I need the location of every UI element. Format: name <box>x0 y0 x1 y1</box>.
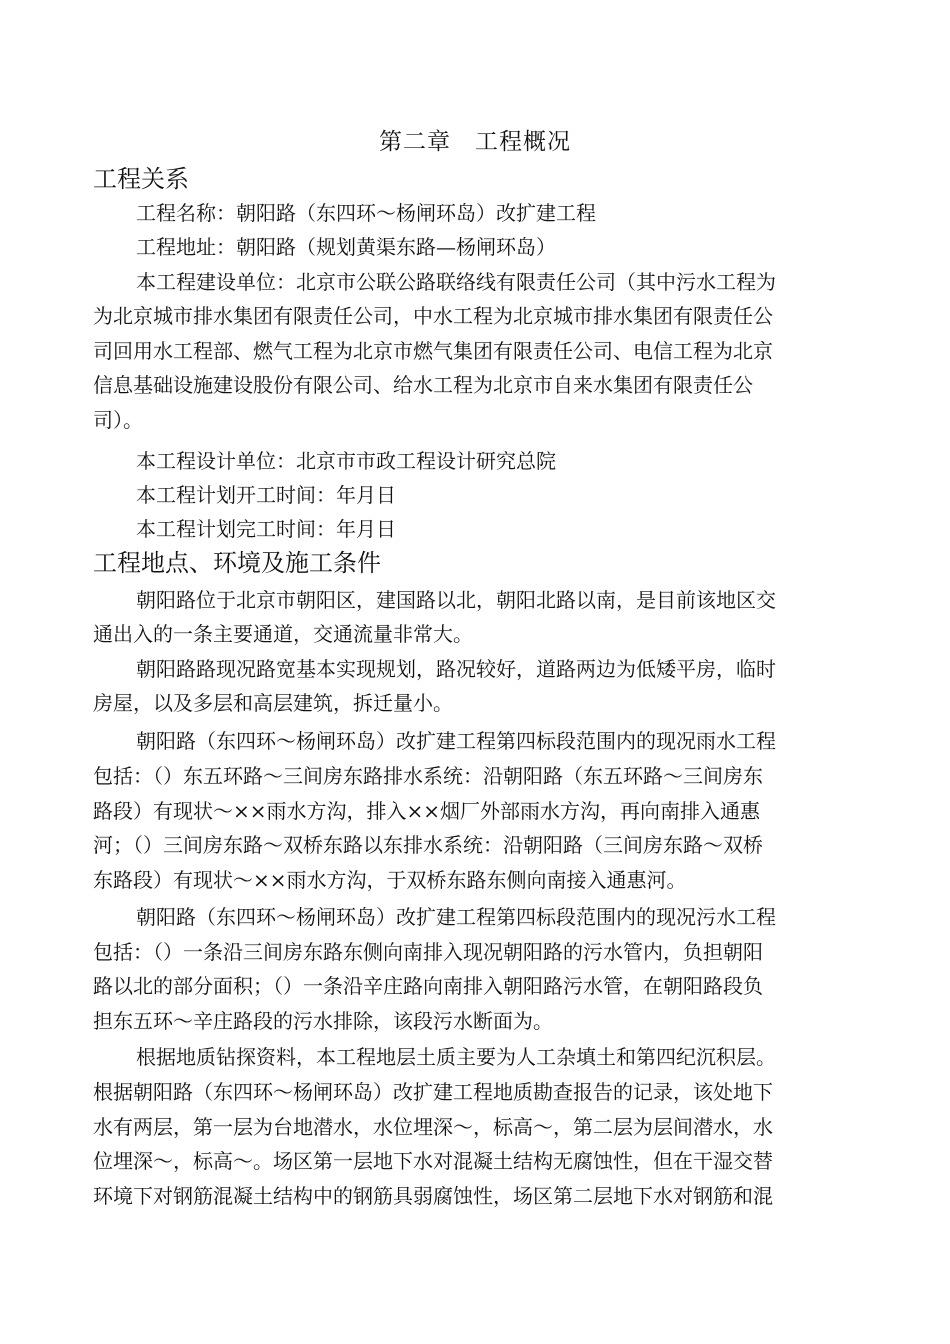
paragraph-line: 朝阳路（东四环～杨闸环岛）改扩建工程第四标段范围内的现况污水工程 <box>136 905 776 929</box>
text-line: 环境下对钢筋混凝土结构中的钢筋具弱腐蚀性，场区第二层地下水对钢筋和混 <box>93 1184 773 1208</box>
line-design-unit: 本工程设计单位：北京市市政工程设计研究总院 <box>136 449 556 473</box>
text-line: 包括：（）东五环路～三间房东路排水系统：沿朝阳路（东五环路～三间房东 <box>93 764 763 788</box>
text-line: 信息基础设施建设股份有限公司、给水工程为北京市自来水集团有限责任公 <box>93 373 753 397</box>
text-line: 房屋，以及多层和高层建筑，拆迁量小。 <box>93 691 453 715</box>
paragraph-line: 朝阳路位于北京市朝阳区，建国路以北，朝阳北路以南，是目前该地区交 <box>136 588 776 612</box>
line-planned-finish: 本工程计划完工时间：年月日 <box>136 517 396 541</box>
text-line: 水有两层，第一层为台地潜水，水位埋深～，标高～，第二层为层间潜水，水 <box>93 1115 773 1139</box>
line-planned-start: 本工程计划开工时间：年月日 <box>136 483 396 507</box>
text-line: 根据朝阳路（东四环～杨闸环岛）改扩建工程地质勘查报告的记录，该处地下 <box>93 1080 773 1104</box>
section-heading-location-environment: 工程地点、环境及施工条件 <box>93 549 381 577</box>
text-line: 东路段）有现状～××雨水方沟，于双桥东路东侧向南接入通惠河。 <box>93 868 687 892</box>
text-line: 路段）有现状～××雨水方沟，排入××烟厂外部雨水方沟，再向南排入通惠 <box>93 799 761 823</box>
line-builder-unit: 本工程建设单位：北京市公联公路联络线有限责任公司（其中污水工程为 <box>136 270 776 294</box>
text-line: 担东五环～辛庄路段的污水排除，该段污水断面为。 <box>93 1009 553 1033</box>
text-line: 位埋深～，标高～。场区第一层地下水对混凝土结构无腐蚀性，但在干湿交替 <box>93 1149 773 1173</box>
text-line: 为北京城市排水集团有限责任公司，中水工程为北京城市排水集团有限责任公 <box>93 304 773 328</box>
text-line: 通出入的一条主要通道，交通流量非常大。 <box>93 622 473 646</box>
paragraph-line: 朝阳路路现况路宽基本实现规划，路况较好，道路两边为低矮平房，临时 <box>136 657 776 681</box>
text-line: 司）。 <box>93 408 143 432</box>
paragraph-line: 朝阳路（东四环～杨闸环岛）改扩建工程第四标段范围内的现况雨水工程 <box>136 729 776 753</box>
section-heading-project-relations: 工程关系 <box>93 165 189 193</box>
text-line: 包括：（）一条沿三间房东路东侧向南排入现况朝阳路的污水管内，负担朝阳 <box>93 940 763 964</box>
text-line: 河；（）三间房东路～双桥东路以东排水系统：沿朝阳路（三间房东路～双桥 <box>93 833 763 857</box>
line-project-address: 工程地址：朝阳路（规划黄渠东路—杨闸环岛） <box>136 235 556 259</box>
text-line: 路以北的部分面积；（）一条沿辛庄路向南排入朝阳路污水管，在朝阳路段负 <box>93 974 763 998</box>
chapter-title: 第二章 工程概况 <box>379 129 571 155</box>
paragraph-line: 根据地质钻探资料，本工程地层土质主要为人工杂填土和第四纪沉积层。 <box>136 1045 776 1069</box>
text-line: 司回用水工程部、燃气工程为北京市燃气集团有限责任公司、电信工程为北京 <box>93 339 773 363</box>
line-project-name: 工程名称：朝阳路（东四环～杨闸环岛）改扩建工程 <box>136 201 596 225</box>
